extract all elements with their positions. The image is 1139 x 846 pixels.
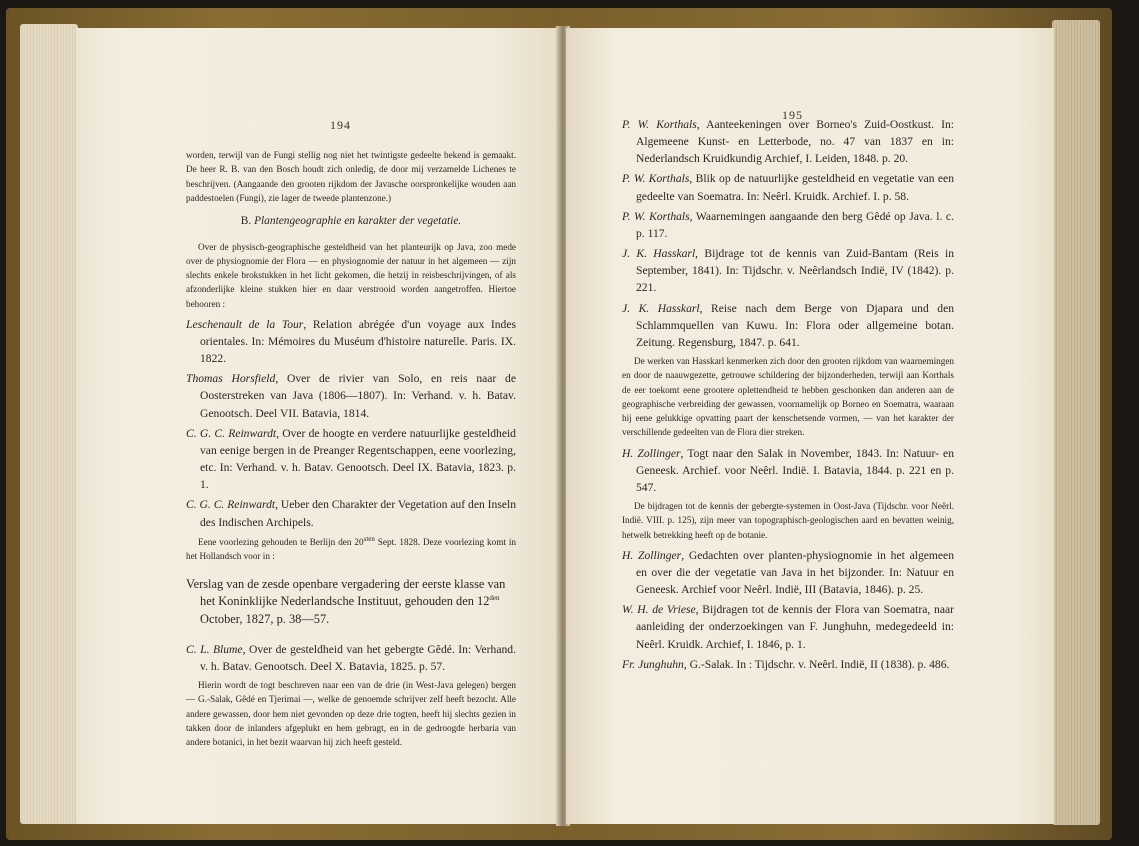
section-label: B.: [240, 215, 252, 227]
ref-author: Leschenault de la Tour: [186, 317, 304, 331]
reference-entry: [622, 245, 954, 296]
note-paragraph: Hierin wordt de togt beschreven naar een van de drie (in West-Java gelegen) bergen — G.-Salak, Gêdé en Tjerimai —, welke de genoemde schrijver zelf heeft bezocht. Alle andere gewassen, door hem niet gevonden op deze drie togten, heeft hij slechts gezien in takken door de inlanders afgeplukt en hem gebragt, en in de gedroogde herbaria van andere botanici, in het bezit waarvan hij zich heeft gesteld.: [186, 680, 516, 748]
right-page: [566, 28, 1054, 824]
ref-text: , Togt naar den Salak in November, 1843. In: Natuur- en Geneesk. Archief. voor Neêrl. Indië. I. Batavia, 1844. p. 221 en p. 547.: [636, 446, 954, 494]
left-text-column: [186, 148, 516, 754]
reference-entry: [622, 601, 954, 652]
note-text: Eene voorlezing gehouden te Berlijn den 20: [198, 536, 364, 547]
page-number: 194: [330, 118, 351, 132]
verslag-entry: [186, 576, 516, 629]
reference-entry: [622, 300, 954, 351]
ref-author: C. L. Blume: [186, 642, 243, 656]
reference-entry: [186, 316, 516, 367]
ref-text: , Bijdrage tot de kennis van Zuid-Bantam (Reis in September, 1841). In: Tijdschr. v. Neêrlandsch Indië, IV (1842). p. 221.: [636, 247, 954, 295]
reference-entry: [622, 170, 954, 204]
ref-text: , Over de gesteldheid van het gebergte Gêdé. In: Verhand. v. h. Batav. Genootsch. Deel X. Batavia, 1825. p. 57.: [200, 642, 516, 673]
ref-author: J. K. Hasskarl: [622, 301, 700, 315]
reference-entry: [622, 208, 954, 242]
ref-author: Fr. Junghuhn: [622, 657, 684, 671]
ref-author: H. Zollinger: [622, 548, 682, 562]
ref-author: P. W. Korthals: [622, 118, 697, 131]
reference-entry: [622, 445, 954, 496]
left-page-edges: [20, 24, 78, 824]
ref-text: , Waarnemingen aangaande den berg Gêdé op Java. l. c. p. 117.: [636, 209, 954, 240]
reference-entry: [622, 116, 954, 167]
reference-entry: [622, 547, 954, 598]
note-paragraph: De werken van Hasskarl kenmerken zich door den grooten rijkdom van waarnemingen en door de naauwgezette, getrouwe schildering der bijzonderheden, terwijl aan Korthals de eer toekomt eene grootere oplettendheid te hebben geschonken dan anderen aan de geographische verbreiding der gewassen, voornamelijk op Borneo en Soematra, waaraan hij eene gelukkige opvatting paart der kenschetsende vormen, — van het karakter der verschillende gedeelten van de Flora dier streken.: [622, 356, 954, 438]
verslag-text: October, 1827, p. 38—57.: [200, 611, 330, 626]
ref-author: P. W. Korthals: [622, 172, 690, 186]
ref-text: , Reise nach dem Berge von Djapara und den Schlammquellen van Kuwu. In: Flora oder allgemeine botan. Zeitung. Regensburg, 1847. p. 641.: [636, 301, 955, 349]
note-paragraph: [186, 534, 516, 564]
ref-author: C. G. C. Reinwardt: [186, 426, 277, 440]
ref-author: P. W. Korthals: [622, 209, 690, 223]
intro-paragraph: worden, terwijl van de Fungi stellig nog niet het twintigste gedeelte bekend is gemaakt. De heer R. B. van den Bosch houdt zich onledig, de door mij verzamelde Lichenes te beschrijven. (Aangaande den grooten rijkdom der Javasche oorspronkelijke wouden aan paddestoelen (Fungi), zie lager de tweede plantenzone.): [186, 150, 516, 203]
ref-text: , Gedachten over planten-physiognomie in het algemeen en over die der vegetatie van Java in het bijzonder. In: Natuur en Geneesk. Archief voor Neêrl. Indië, III (Batavia, 1846). p. 25.: [636, 548, 954, 597]
ref-text: , Ueber den Charakter der Vegetation auf den Inseln des Indischen Archipels.: [200, 498, 517, 529]
ref-text: , G.-Salak. In : Tijdschr. v. Neêrl. Indië, II (1838). p. 486.: [683, 657, 950, 671]
ref-text: , Relation abrégée d'un voyage aux Indes orientales. In: Mémoires du Muséum d'histoire naturelle. Paris. IX. 1822.: [200, 317, 517, 366]
reference-entry: [622, 656, 954, 673]
verslag-text: Verslag van de zesde openbare vergadering der eerste klasse van het Koninklijke Nederlandsche Instituut, gehouden den 12: [186, 576, 506, 609]
note-sup: sten: [363, 534, 375, 543]
ref-author: H. Zollinger: [622, 446, 681, 460]
section-title: Plantengeographie en karakter der vegetatie.: [254, 215, 462, 227]
ref-text: , Blik op de natuurlijke gesteldheid en vegetatie van een gedeelte van Soematra. In: Neêrl. Kruidk. Archief. I. p. 58.: [636, 172, 954, 203]
left-page: [76, 28, 562, 824]
note-text: Sept. 1828. Deze voorlezing komt in het Hollandsch voor in :: [186, 536, 516, 561]
reference-entry: [186, 370, 516, 421]
ref-text: , Over de hoogte en verdere natuurlijke gesteldheid van eenige bergen in de Preanger Regentschappen, eene voorlezing, etc. In: Verhand. v. h. Batav. Genootsch. Deel IX. Batavia, 1823. p. 1.: [200, 426, 516, 492]
reference-entry: [186, 641, 516, 675]
ref-text: , Over de rivier van Solo, en reis naar de Oosterstreken van Java (1806—1807). In: Verhand. v. h. Batav. Genootsch. Deel VII. Batavia, 1814.: [200, 372, 516, 420]
page-number: 195: [782, 108, 803, 122]
verslag-sup: den: [489, 594, 500, 603]
reference-entry: [186, 425, 516, 494]
right-text-column: [622, 116, 954, 676]
ref-author: C. G. C. Reinwardt: [186, 498, 276, 512]
ref-author: W. H. de Vriese: [622, 603, 696, 617]
ref-author: J. K. Hasskarl: [622, 247, 696, 261]
section-heading: [186, 213, 516, 230]
ref-text: , Aanteekeningen over Borneo's Zuid-Oostkust. In: Algemeene Kunst- en Letterbode, no. 47 van 1837 en in: Nederlandsch Kruidkundig Archief, I. Leiden, 1848. p. 20.: [636, 118, 954, 166]
ref-text: , Bijdragen tot de kennis der Flora van Soematra, naar aanleiding der onderzoekingen van F. Junghuhn, medegedeeld in: Neêrl. Kruidk. Archief, I. 1846, p. 1.: [636, 603, 954, 651]
right-page-edges: [1052, 20, 1100, 825]
ref-author: Thomas Horsfield: [186, 372, 276, 386]
reference-entry: [186, 496, 516, 530]
section-intro: Over de physisch-geographische gesteldheid van het planteurijk op Java, zoo mede over de physiognomie der Flora — en physiognomie der natuur in het algemeen — zijn slechts enkele brokstukken in het licht gekomen, die hetzij in reisbeschrijvingen, of als afzonderlijke kleine stukken hier en daar verstrooid worden aangetroffen. Hiertoe behooren :: [186, 241, 516, 309]
note-paragraph: De bijdragen tot de kennis der gebergte-systemen in Oost-Java (Tijdschr. voor Neêrl. Indië. VIII. p. 125), zijn meer van topographisch-geologischen aard en bevatten weinig, hetwelk betrekking heeft op de botanie.: [622, 501, 954, 540]
